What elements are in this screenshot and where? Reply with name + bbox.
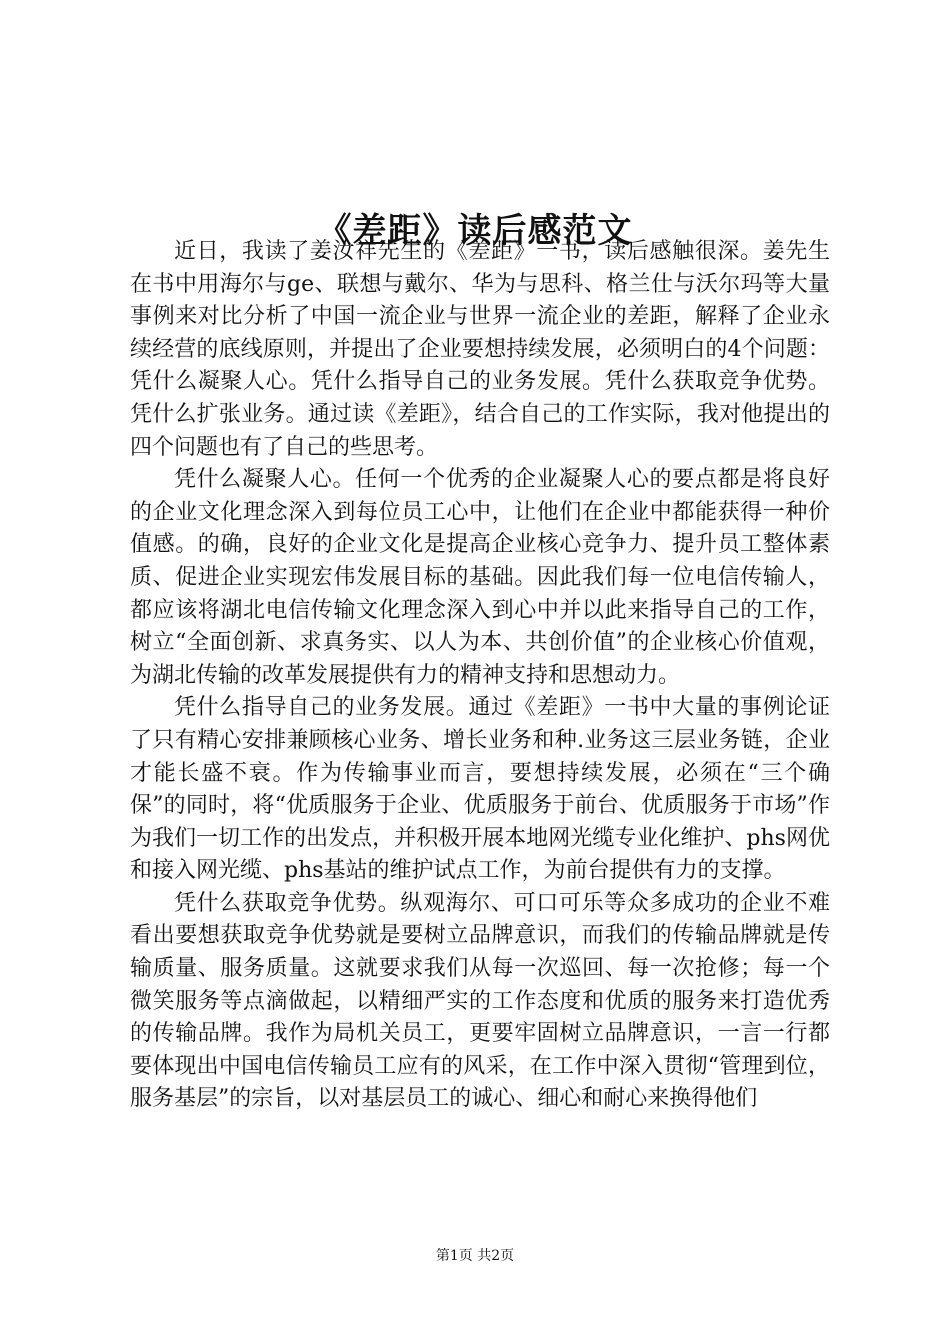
paragraph-4: 凭什么获取竞争优势。纵观海尔、可口可乐等众多成功的企业不难看出要想获取竞争优势就是要树立品牌意识，而我们的传输品牌就是传输质量、服务质量。这就要求我们从每一次巡回、每一次抢修；每一个微笑服务等点滴做起，以精细严实的工作态度和优质的服务来打造优秀的传输品牌。我作为局机关员工，更要牢固树立品牌意识，一言一行都要体现出中国电信传输员工应有的风采，在工作中深入贯彻“管理到位，服务基层”的宗旨，以对基层员工的诚心、细心和耐心来换得他们	[130, 890, 830, 1112]
page-number-footer: 第1页 共2页	[435, 1248, 515, 1264]
paragraph-1: 近日，我读了姜汝祥先生的《差距》一书，读后感触很深。姜先生在书中用海尔与ge、联想与戴尔、华为与思科、格兰仕与沃尔玛等大量事例来对比分析了中国一流企业与世界一流企业的差距，解释了企业永续经营的底线原则，并提出了企业要想持续发展，必须明白的4个问题：凭什么凝聚人心。凭什么指导自己的业务发展。凭什么获取竞争优势。凭什么扩张业务。通过读《差距》，结合自己的工作实际，我对他提出的四个问题也有了自己的些思考。	[130, 239, 830, 460]
paragraph-2: 凭什么凝聚人心。任何一个优秀的企业凝聚人心的要点都是将良好的企业文化理念深入到每位员工心中，让他们在企业中都能获得一种价值感。的确，良好的企业文化是提高企业核心竞争力、提升员工整体素质、促进企业实现宏伟发展目标的基础。因此我们每一位电信传输人，都应该将湖北电信传输文化理念深入到心中并以此来指导自己的工作，树立“全面创新、求真务实、以人为本、共创价值”的企业核心价值观，为湖北传输的改革发展提供有力的精神支持和思想动力。	[130, 467, 830, 688]
document-body	[130, 236, 830, 1116]
document-title: 《差距》读后感范文	[317, 210, 633, 251]
paragraph-3: 凭什么指导自己的业务发展。通过《差距》一书中大量的事例论证了只有精心安排兼顾核心业务、增长业务和种.业务这三层业务链，企业才能长盛不衰。作为传输事业而言，要想持续发展，必须在“三个确保”的同时，将“优质服务于企业、优质服务于前台、优质服务于市场”作为我们一切工作的出发点，并积极开展本地网光缆专业化维护、phs网优和接入网光缆、phs基站的维护试点工作，为前台提供有力的支撑。	[130, 695, 830, 884]
